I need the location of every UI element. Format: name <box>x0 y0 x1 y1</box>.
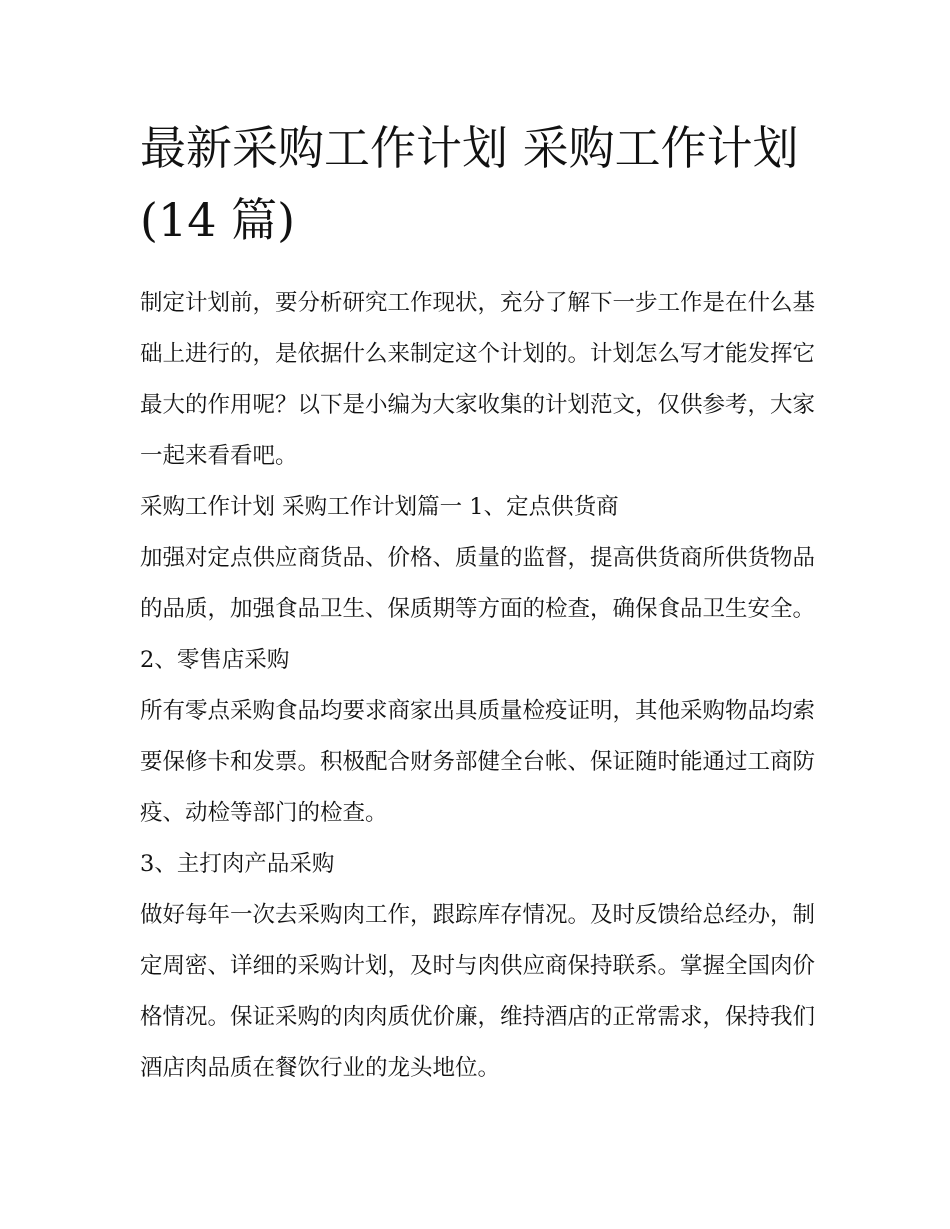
intro-paragraph: 制定计划前，要分析研究工作现状，充分了解下一步工作是在什么基础上进行的，是依据什么来制定这个计划的。计划怎么写才能发挥它最大的作用呢？以下是小编为大家收集的计划范文，仅供参考，大家一起来看看吧。 <box>140 290 816 469</box>
body-paragraph-3: 做好每年一次去采购肉工作，跟踪库存情况。及时反馈给总经办，制定周密、详细的采购计划，及时与肉供应商保持联系。掌握全国肉价格情况。保证采购的肉肉质优价廉，维持酒店的正常需求，保持我们酒店肉品质在餐饮行业的龙头地位。 <box>140 902 816 1081</box>
body-paragraph-1: 加强对定点供应商货品、价格、质量的监督，提高供货商所供货物品的品质，加强食品卫生、保质期等方面的检查，确保食品卫生安全。 2、零售店采购 <box>140 545 816 673</box>
body-paragraph-2: 所有零点采购食品均要求商家出具质量检疫证明，其他采购物品均索要保修卡和发票。积极配合财务部健全台帐、保证随时能通过工商防疫、动检等部门的检查。 <box>140 698 816 826</box>
section-heading-3: 3、主打肉产品采购 <box>140 851 335 877</box>
section-heading-1: 采购工作计划 采购工作计划篇一 1、定点供货商 <box>140 494 619 520</box>
document-title: 最新采购工作计划 采购工作计划(14 篇) <box>140 121 799 247</box>
document-body <box>140 112 820 1094</box>
